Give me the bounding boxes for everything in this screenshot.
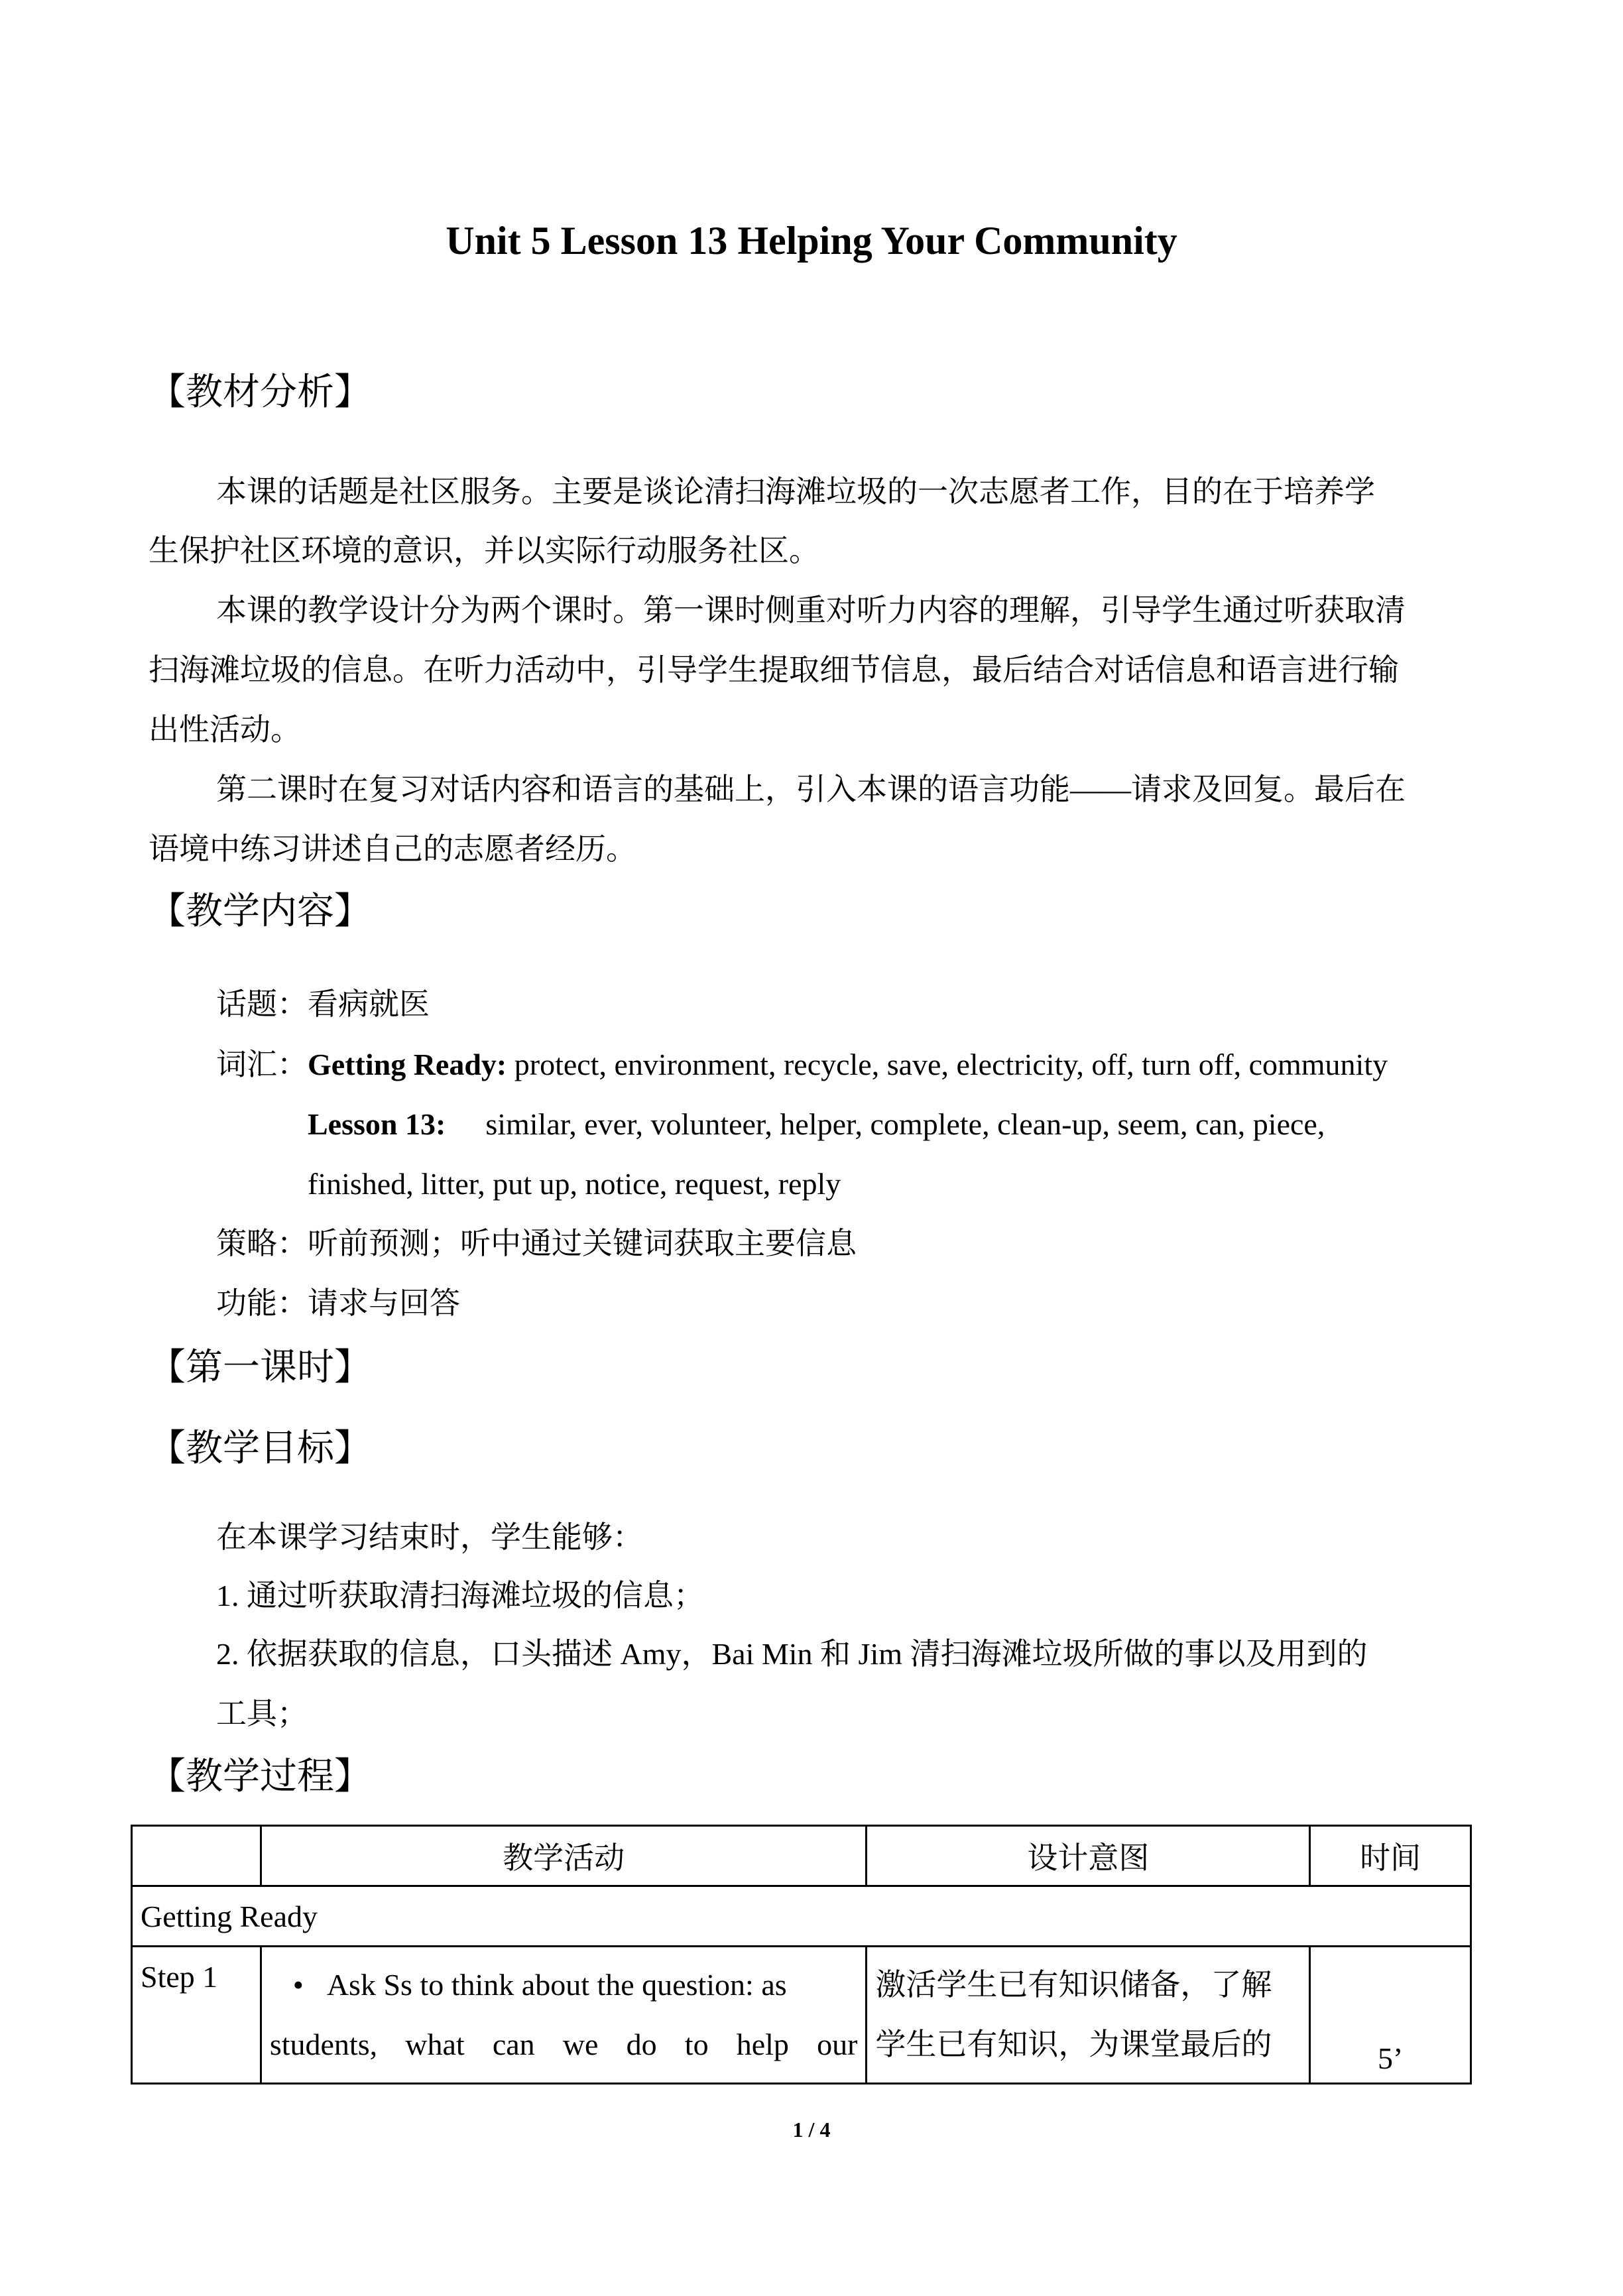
objective-item-2-line-1: 2. 依据获取的信息，口头描述 Amy，Bai Min 和 Jim 清扫海滩垃圾所做的事以及用到的 [216, 1637, 1368, 1671]
objective-item-1: 1. 通过听获取清扫海滩垃圾的信息； [216, 1579, 704, 1612]
header-cell-intent: 设计意图 [867, 1826, 1310, 1886]
page-title: Unit 5 Lesson 13 Helping Your Community [446, 219, 1177, 263]
bullet-icon: • [292, 1968, 304, 2002]
header-cell-activity: 教学活动 [261, 1826, 867, 1886]
header-cell-time: 时间 [1310, 1826, 1471, 1886]
analysis-paragraph-3-line-1: 第二课时在复习对话内容和语言的基础上，引入本课的语言功能——请求及回复。最后在 [216, 772, 1406, 806]
vocab-getting-ready-label: Getting Ready: [308, 1048, 507, 1081]
analysis-paragraph-1-line-1: 本课的话题是社区服务。主要是谈论清扫海滩垃圾的一次志愿者工作，目的在于培养学 [216, 475, 1375, 509]
section-heading-first-period: 【第一课时】 [149, 1347, 371, 1388]
teaching-process-table [131, 1825, 1472, 2085]
intent-cell [867, 1947, 1310, 2084]
analysis-paragraph-1-line-2: 生保护社区环境的意识，并以实际行动服务社区。 [149, 534, 819, 568]
activity-line-2: students, what can we do to help our [269, 2027, 858, 2061]
section-heading-process: 【教学过程】 [149, 1756, 371, 1797]
vocab-label: 词汇： [216, 1048, 308, 1081]
objectives-intro: 在本课学习结束时，学生能够： [216, 1520, 643, 1554]
page-number: 1 / 4 [792, 2118, 831, 2142]
vocab-lesson13-words-line-1: similar, ever, volunteer, helper, complete, clean-up, seem, can, piece, [485, 1107, 1325, 1141]
content-vocab-getting-ready [216, 1045, 1388, 1085]
table-row [132, 1947, 1471, 2084]
content-function: 功能：请求与回答 [216, 1286, 460, 1320]
analysis-paragraph-2-line-1: 本课的教学设计分为两个课时。第一课时侧重对听力内容的理解，引导学生通过听获取清 [216, 593, 1406, 627]
header-cell-step [132, 1826, 261, 1886]
section-heading-content: 【教学内容】 [149, 891, 371, 932]
vocab-lesson13-label: Lesson 13: [308, 1107, 446, 1141]
activity-cell [261, 1947, 867, 2084]
content-topic: 话题：看病就医 [216, 987, 430, 1021]
analysis-paragraph-2-line-2: 扫海滩垃圾的信息。在听力活动中，引导学生提取细节信息，最后结合对话信息和语言进行输 [149, 653, 1399, 687]
section-heading-analysis: 【教材分析】 [149, 372, 371, 413]
analysis-paragraph-2-line-3: 出性活动。 [149, 713, 301, 747]
objective-item-2-line-2: 工具； [216, 1697, 308, 1730]
section-heading-objectives: 【教学目标】 [149, 1428, 371, 1469]
analysis-paragraph-3-line-2: 语境中练习讲述自己的志愿者经历。 [149, 832, 636, 866]
content-vocab-lesson13 [308, 1105, 1481, 1144]
vocab-getting-ready-words: protect, environment, recycle, save, electricity, off, turn off, community [507, 1048, 1388, 1081]
vocab-lesson13-words-line-2: finished, litter, put up, notice, request, reply [308, 1167, 841, 1201]
content-strategy: 策略：听前预测；听中通过关键词获取主要信息 [216, 1227, 857, 1260]
activity-line-1: Ask Ss to think about the question: as [326, 1968, 787, 2002]
intent-line-2: 学生已有知识，为课堂最后的 [875, 2027, 1272, 2061]
step-label: Step 1 [132, 1947, 261, 2084]
table-section-row [132, 1886, 1471, 1947]
intent-line-1: 激活学生已有知识储备，了解 [875, 1968, 1272, 2002]
time-cell: 5’ [1310, 1947, 1471, 2084]
table-header-row [132, 1826, 1471, 1886]
section-getting-ready: Getting Ready [132, 1886, 1471, 1947]
